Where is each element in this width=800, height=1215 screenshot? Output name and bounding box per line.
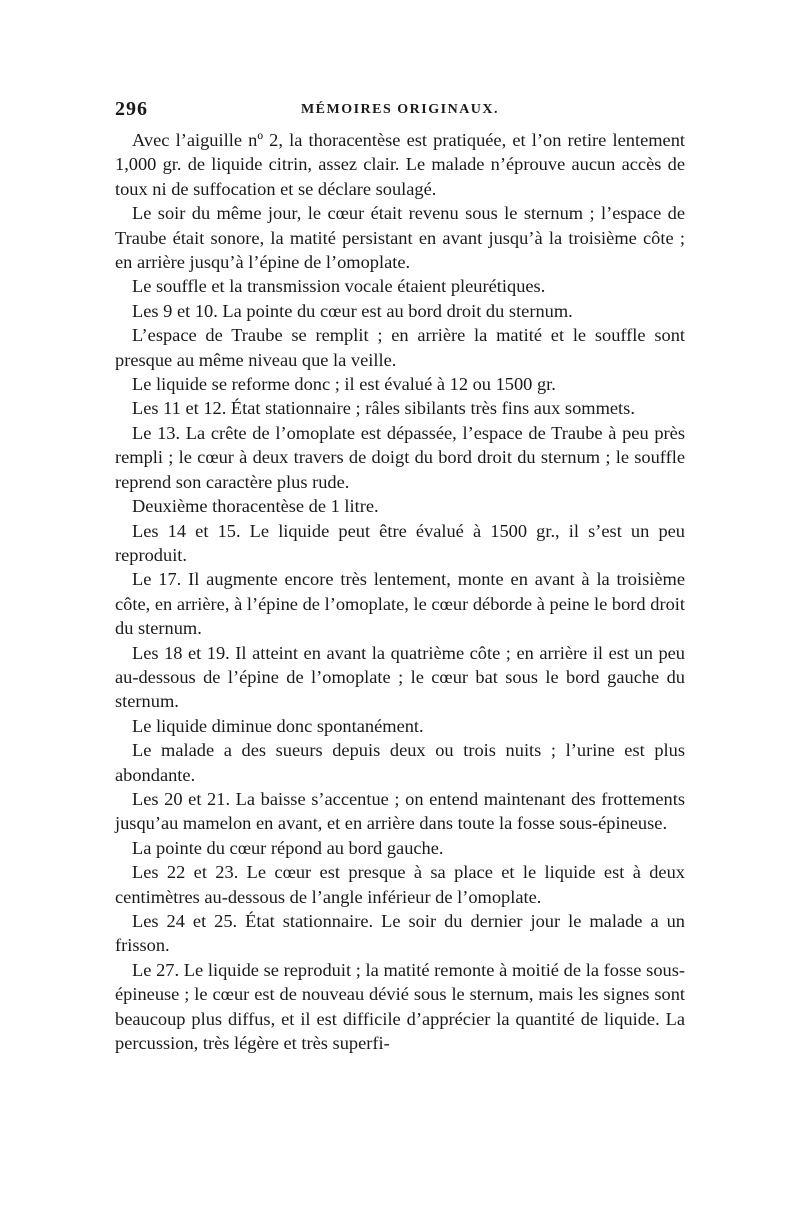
paragraph: L’espace de Traube se remplit ; en arrière la matité et le souffle sont presque au même niveau que la veille. bbox=[115, 325, 685, 370]
paragraph: Les 9 et 10. La pointe du cœur est au bord droit du sternum. bbox=[132, 300, 573, 321]
paragraph: Le soir du même jour, le cœur était revenu sous le sternum ; l’espace de Traube était sonore, la matité persistant en avant jusqu’à la troisième côte ; en arrière jusqu’à l’épine de l’omoplate. bbox=[115, 203, 685, 273]
paragraph: Le 17. Il augmente encore très lentement, monte en avant à la troisième côte, en arrière, à l’épine de l’omoplate, le cœur déborde à peine le bord droit du sternum. bbox=[115, 569, 685, 639]
paragraph: Le liquide diminue donc spontanément. bbox=[132, 715, 424, 736]
paragraph: Les 11 et 12. État stationnaire ; râles sibilants très fins aux sommets. bbox=[132, 398, 635, 419]
paragraph: Le 27. Le liquide se reproduit ; la matité remonte à moitié de la fosse sous-épineuse ; le cœur est de nouveau dévié sous le sternum, mais les signes sont beaucoup plus diffus, et il est difficile d’apprécier la quantité de liquide. La percussion, très légère et très superfi- bbox=[115, 959, 685, 1054]
paragraph: Les 14 et 15. Le liquide peut être évalué à 1500 gr., il s’est un peu reproduit. bbox=[115, 520, 685, 565]
paragraph: Les 22 et 23. Le cœur est presque à sa place et le liquide est à deux centimètres au-dessous de l’angle inférieur de l’omoplate. bbox=[115, 862, 685, 907]
page-number: 296 bbox=[115, 98, 148, 120]
paragraph: Le malade a des sueurs depuis deux ou trois nuits ; l’urine est plus abondante. bbox=[115, 740, 685, 785]
paragraph: Le 13. La crête de l’omoplate est dépassée, l’espace de Traube à peu près rempli ; le cœur à deux travers de doigt du bord droit du sternum ; le souffle reprend son caractère plus rude. bbox=[115, 422, 685, 492]
paragraph: Deuxième thoracentèse de 1 litre. bbox=[132, 496, 379, 517]
paragraph: Les 20 et 21. La baisse s’accentue ; on entend maintenant des frottements jusqu’au mamelon en avant, et en arrière dans toute la fosse sous-épineuse. bbox=[115, 788, 685, 834]
page-header bbox=[115, 98, 685, 126]
paragraph: Avec l’aiguille nº 2, la thoracentèse est pratiquée, et l’on retire lentement 1,000 gr. de liquide citrin, assez clair. Le malade n’éprouve aucun accès de toux ni de suffocation et se déclare soulagé. bbox=[115, 130, 685, 199]
paragraph: Les 18 et 19. Il atteint en avant la quatrième côte ; en arrière il est un peu au-dessous de l’épine de l’omoplate ; le cœur bat sous le bord gauche du sternum. bbox=[115, 642, 685, 712]
body-text bbox=[115, 128, 685, 1055]
running-title: MÉMOIRES ORIGINAUX. bbox=[300, 102, 500, 117]
paragraph: La pointe du cœur répond au bord gauche. bbox=[132, 837, 444, 858]
paragraph: Le souffle et la transmission vocale étaient pleurétiques. bbox=[132, 276, 546, 297]
paragraph: Le liquide se reforme donc ; il est évalué à 12 ou 1500 gr. bbox=[132, 374, 556, 395]
paragraph: Les 24 et 25. État stationnaire. Le soir du dernier jour le malade a un frisson. bbox=[115, 911, 685, 956]
